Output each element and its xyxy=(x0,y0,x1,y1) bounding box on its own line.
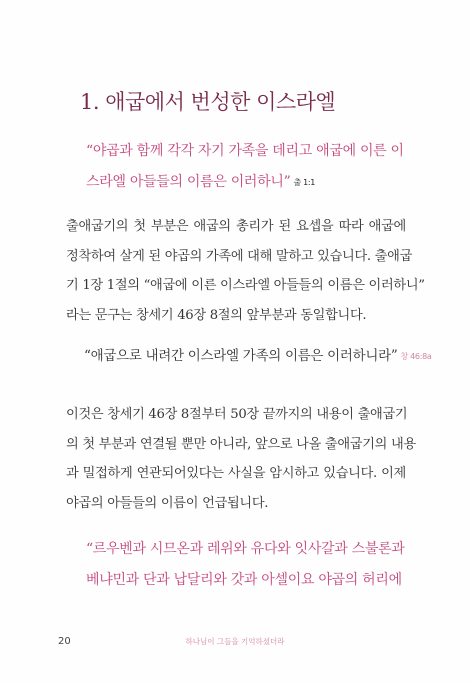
paragraph-line: 과 밀접하게 연관되어있다는 사실을 암시하고 있습니다. 이제 xyxy=(66,466,406,481)
paragraph-line: 야곱의 아들들의 이름이 언급됩니다. xyxy=(66,495,269,511)
quote-line: “르우벤과 시므온과 레위와 유다와 잇사갈과 스불론과 xyxy=(86,541,405,557)
section-heading: 1. 애굽에서 번성한 이스라엘 xyxy=(80,90,336,114)
quote-line-with-ref xyxy=(86,167,404,198)
quote-line: “야곱과 함께 각각 자기 가족을 데리고 애굽에 이른 이 xyxy=(86,143,404,159)
quote-text: “애굽으로 내려간 이스라엘 가족의 이름은 이러하니라” xyxy=(84,348,398,364)
scripture-quote-exodus xyxy=(86,136,404,198)
scripture-reference: 창 46:8a xyxy=(400,352,432,361)
paragraph-line: 출애굽기의 첫 부분은 애굽의 총리가 된 요셉을 따라 애굽에 xyxy=(66,219,406,234)
paragraph-line: 라는 문구는 창세기 46장 8절의 앞부분과 동일합니다. xyxy=(66,307,367,323)
paragraph-line: 의 첫 부분과 연결될 뿐만 아니라, 앞으로 나올 출애굽기의 내용 xyxy=(66,436,416,452)
scripture-quote-genesis xyxy=(84,344,432,364)
quote-line: 베냐민과 단과 납달리와 갓과 아셀이요 야곱의 허리에 xyxy=(86,572,402,588)
scripture-quote-sons xyxy=(86,534,405,596)
quote-line: 스라엘 아들들의 이름은 이러하니” xyxy=(86,174,291,190)
paragraph-line: 정착하여 살게 된 야곱의 가족에 대해 말하고 있습니다. 출애굽 xyxy=(66,248,413,264)
paragraph-line: 기 1장 1절의 “애굽에 이른 이스라엘 아들들의 이름은 이러하니” xyxy=(66,278,425,293)
body-paragraph xyxy=(66,400,416,518)
scripture-reference: 출 1:1 xyxy=(293,178,316,187)
page-number: 20 xyxy=(58,636,71,647)
body-paragraph xyxy=(66,212,425,330)
running-footer-title: 하나님이 그들을 기억하셨더라 xyxy=(185,637,285,646)
paragraph-line: 이것은 창세기 46장 8절부터 50장 끝까지의 내용이 출애굽기 xyxy=(66,407,408,422)
